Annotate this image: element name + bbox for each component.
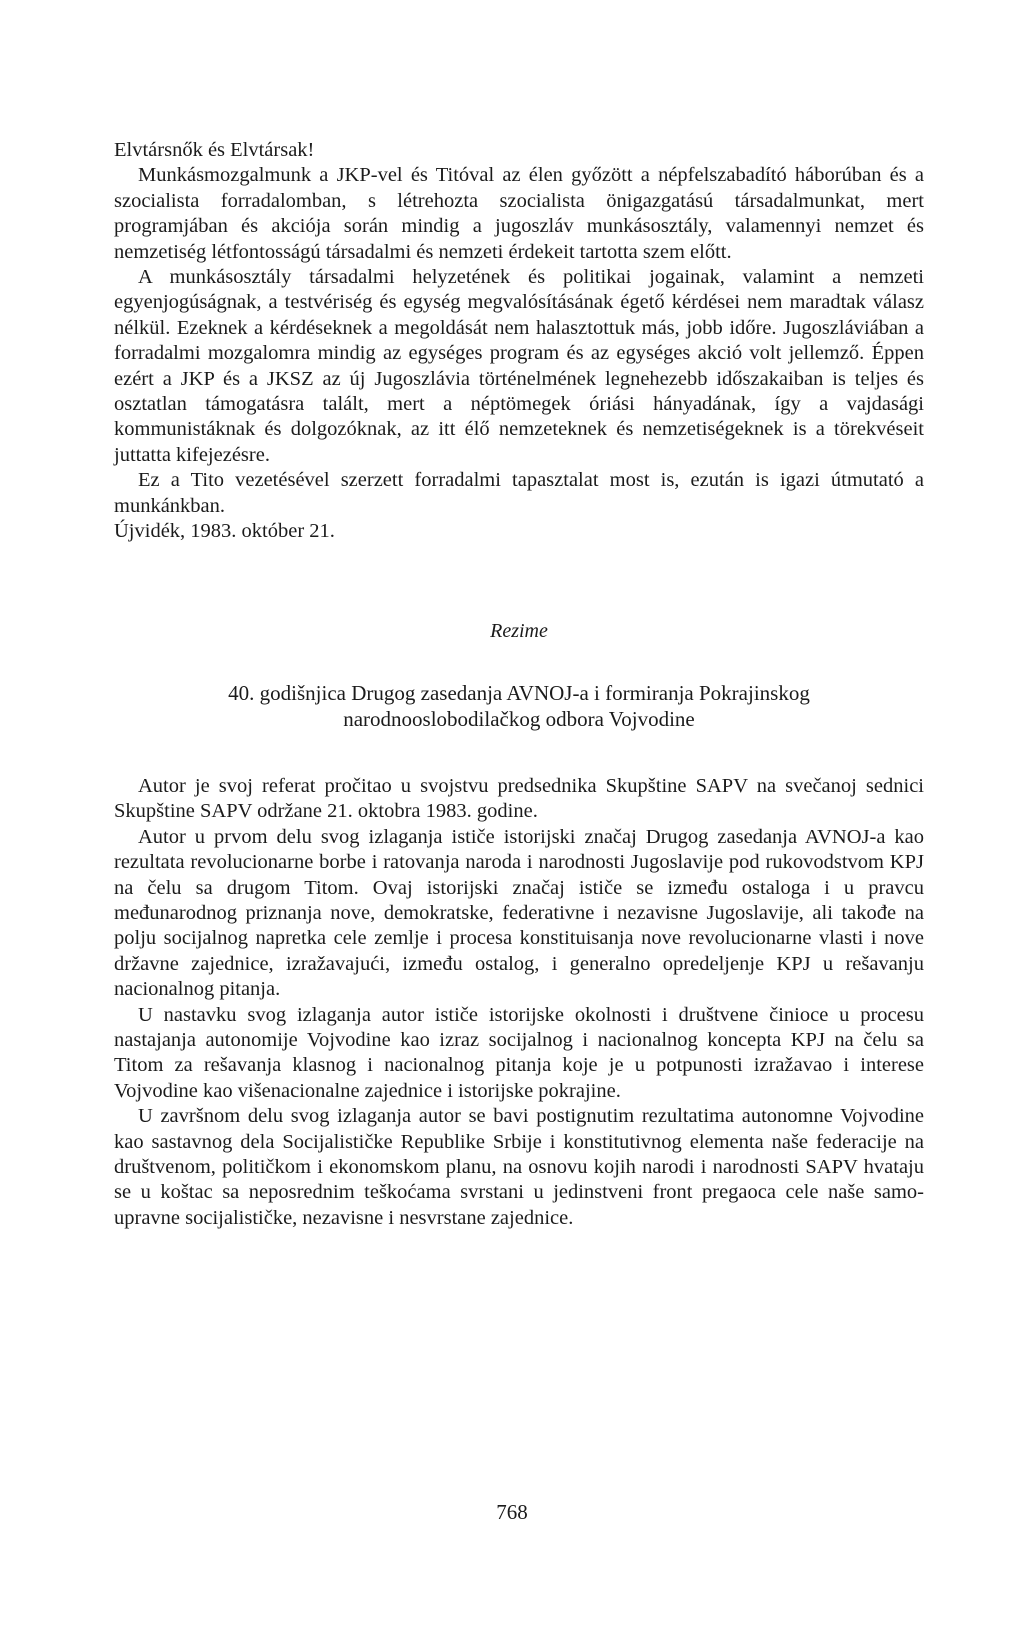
article-title-line: narodnooslobodilačkog odbora Vojvodine bbox=[343, 706, 695, 731]
hungarian-speech-ending bbox=[114, 138, 924, 545]
summary-paragraph: U nastavku svog izlaganja autor ističe istorijske okolnosti i društvene činioce u procesu nastajanja autonomije Vojvodine kao izraz socijalnog i nacionalnog koncepta KPJ na čelu sa Titom za rešavanja klasnog i nacionalnog pitanja koje je u potpunosti izražavao i interese Vojvodine kao višenacionalne zajednice i istorijske pokrajine. bbox=[114, 1003, 924, 1102]
summary-paragraph: U završnom delu svog izlaganja autor se bavi postignutim rezultatima autonomne Vojvodine kao sastavnog dela Socijalističke Republike Srbije i konstitutivnog elementa naše federacije na društvenom, političkom i ekonomskom planu, na osnovu kojih narodi i narodnosti SAPV hvataju se u koštac sa neposrednim teškoćama svrstani u jedinstveni front pregaoca cele naše samoupravne socijalističke, nezavisne i nesvrstane zajednice. bbox=[114, 1105, 924, 1229]
article-title bbox=[114, 680, 924, 732]
body-paragraph: Munkásmozgalmunk a JKP-vel és Titóval az élen győzött a népfelszabadító háborúban és a szocialista forradalomban, s létrehozta szocialista önigazgatású társadalmunkat, mert programjában és akciója során mindig a jugoszláv munkásosztály, valamennyi nemzet és nemzetiség létfontosságú társadalmi és nemzeti érdekeit tartotta szem előtt. bbox=[114, 164, 924, 263]
salutation: Elvtársnők és Elvtársak! bbox=[114, 139, 315, 161]
page-number: 768 bbox=[496, 1500, 528, 1524]
article-title-line: 40. godišnjica Drugog zasedanja AVNOJ-a i formiranja Pokrajinskog bbox=[228, 680, 810, 705]
summary-text bbox=[114, 774, 924, 1231]
body-paragraph: Ez a Tito vezetésével szerzett forradalmi tapasztalat most is, ezután is igazi útmutató a munkánkban. bbox=[114, 469, 924, 517]
summary-paragraph: Autor je svoj referat pročitao u svojstvu predsednika Skupštine SAPV na svečanoj sednici Skupštine SAPV održane 21. oktobra 1983. godine. bbox=[114, 774, 924, 823]
summary-paragraph: Autor u prvom delu svog izlaganja ističe istorijski značaj Drugog zasedanja AVNOJ-a kao rezultata revolucionarne borbe i ratovanja naroda i narodnosti Jugoslavije pod rukovodstvom KPJ na čelu sa drugom Titom. Ovaj istorijski značaj ističe se između ostaloga i u pravcu međunarodnog priznanja nove, demokratske, federativne i nezavisne Jugoslavije, ali takođe na polju socijalnog napretka cele zemlje i procesa konstituisanja nove revolucionarne vlasti i nove državne zajednice, izražavajući, između ostalog, i generalno opredeljenje KPJ u rešavanju nacionalnog pitanja. bbox=[114, 825, 924, 1001]
body-paragraph: A munkásosztály társadalmi helyzetének és politikai jogainak, valamint a nemzeti egyenjogúságnak, a testvériség és egység megvalósításának égető kérdései nem maradtak válasz nélkül. Ezeknek a kérdéseknek a megoldását nem halasztottuk más, jobb időre. Jugoszláviában a forradalmi mozgalomra mindig az egységes program és az egységes akció volt jellemző. Éppen ezért a JKP és a JKSZ az új Jugoszlávia történelmének legnehezebb időszakaiban is teljes és osztatlan támogatásra talált, mert a néptömegek óriási hányadának, így a vajdasági kommunistáknak és dolgozóknak, az itt élő nemzeteknek és nemzetiségeknek is a törekvéseit juttatta kifejezésre. bbox=[114, 266, 924, 466]
section-title: Rezime bbox=[490, 619, 548, 642]
dateline: Újvidék, 1983. október 21. bbox=[114, 520, 335, 543]
document-page bbox=[114, 138, 924, 1231]
